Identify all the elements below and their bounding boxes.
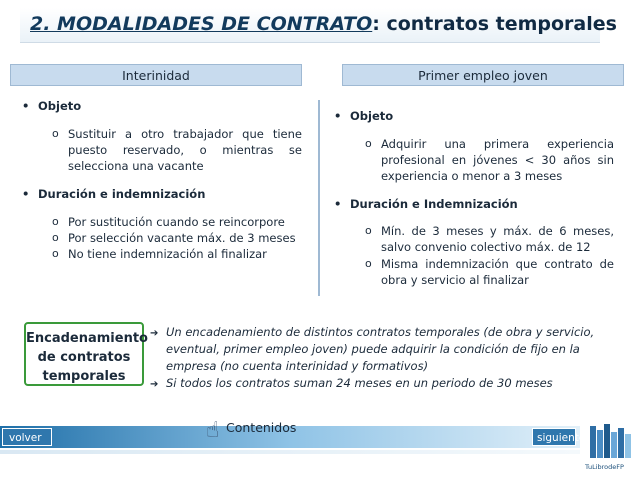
left-duracion-heading: • Duración e indemnización xyxy=(38,186,205,202)
footer xyxy=(0,418,638,479)
encadenamiento-line: Encadenamiento xyxy=(26,331,148,346)
tab-primer-empleo: Primer empleo joven xyxy=(342,64,624,86)
encadenamiento-line: de contratos xyxy=(37,350,131,365)
page-title xyxy=(30,13,617,35)
column-divider xyxy=(318,100,320,296)
right-objeto-item: o Adquirir una primera experiencia profesional en jóvenes < 30 años sin experiencia o menor a 3 meses xyxy=(381,136,614,184)
left-duracion-item: o Por sustitución cuando se reincorpore xyxy=(68,214,308,230)
left-objeto-item: o Sustituir a otro trabajador que tiene puesto reservado, o mientras se selecciona una vacante xyxy=(68,126,302,174)
encadenamiento-box xyxy=(24,322,148,386)
title-rest: : contratos temporales xyxy=(372,13,617,35)
right-duracion-item: o Mín. de 3 meses y máx. de 6 meses, salvo convenio colectivo máx. de 12 xyxy=(381,223,614,255)
logo-text: TuLibrodeFP xyxy=(585,463,624,471)
left-duracion-item: o Por selección vacante máx. de 3 meses xyxy=(68,230,308,246)
right-duracion-item: o Misma indemnización que contrato de obra y servicio al finalizar xyxy=(381,256,614,288)
footer-strip xyxy=(0,450,580,454)
left-duracion-item: o No tiene indemnización al finalizar xyxy=(68,246,308,262)
encadenamiento-item: ➔ Si todos los contratos suman 24 meses en un periodo de 30 meses xyxy=(166,375,612,392)
right-duracion-heading: • Duración e Indemnización xyxy=(350,196,518,212)
siguiente-button[interactable]: siguiente xyxy=(532,428,576,446)
pointing-hand-icon[interactable]: ☝ xyxy=(206,418,220,443)
left-objeto-heading: • Objeto xyxy=(38,98,81,114)
contenidos-link[interactable]: Contenidos xyxy=(226,420,297,435)
volver-button[interactable]: volver xyxy=(2,428,52,446)
right-objeto-heading: • Objeto xyxy=(350,108,393,124)
books-logo-icon xyxy=(582,420,638,475)
title-bar xyxy=(20,8,617,43)
encadenamiento-line: temporales xyxy=(42,369,126,384)
tab-interinidad: Interinidad xyxy=(10,64,302,86)
title-highlight: 2. MODALIDADES DE CONTRATO xyxy=(30,13,373,35)
encadenamiento-item: ➔ Un encadenamiento de distintos contratos temporales (de obra y servicio, eventual, primer empleo joven) puede adquirir la condición de fijo en la empresa (no cuenta interinidad y formativos) xyxy=(166,324,612,375)
